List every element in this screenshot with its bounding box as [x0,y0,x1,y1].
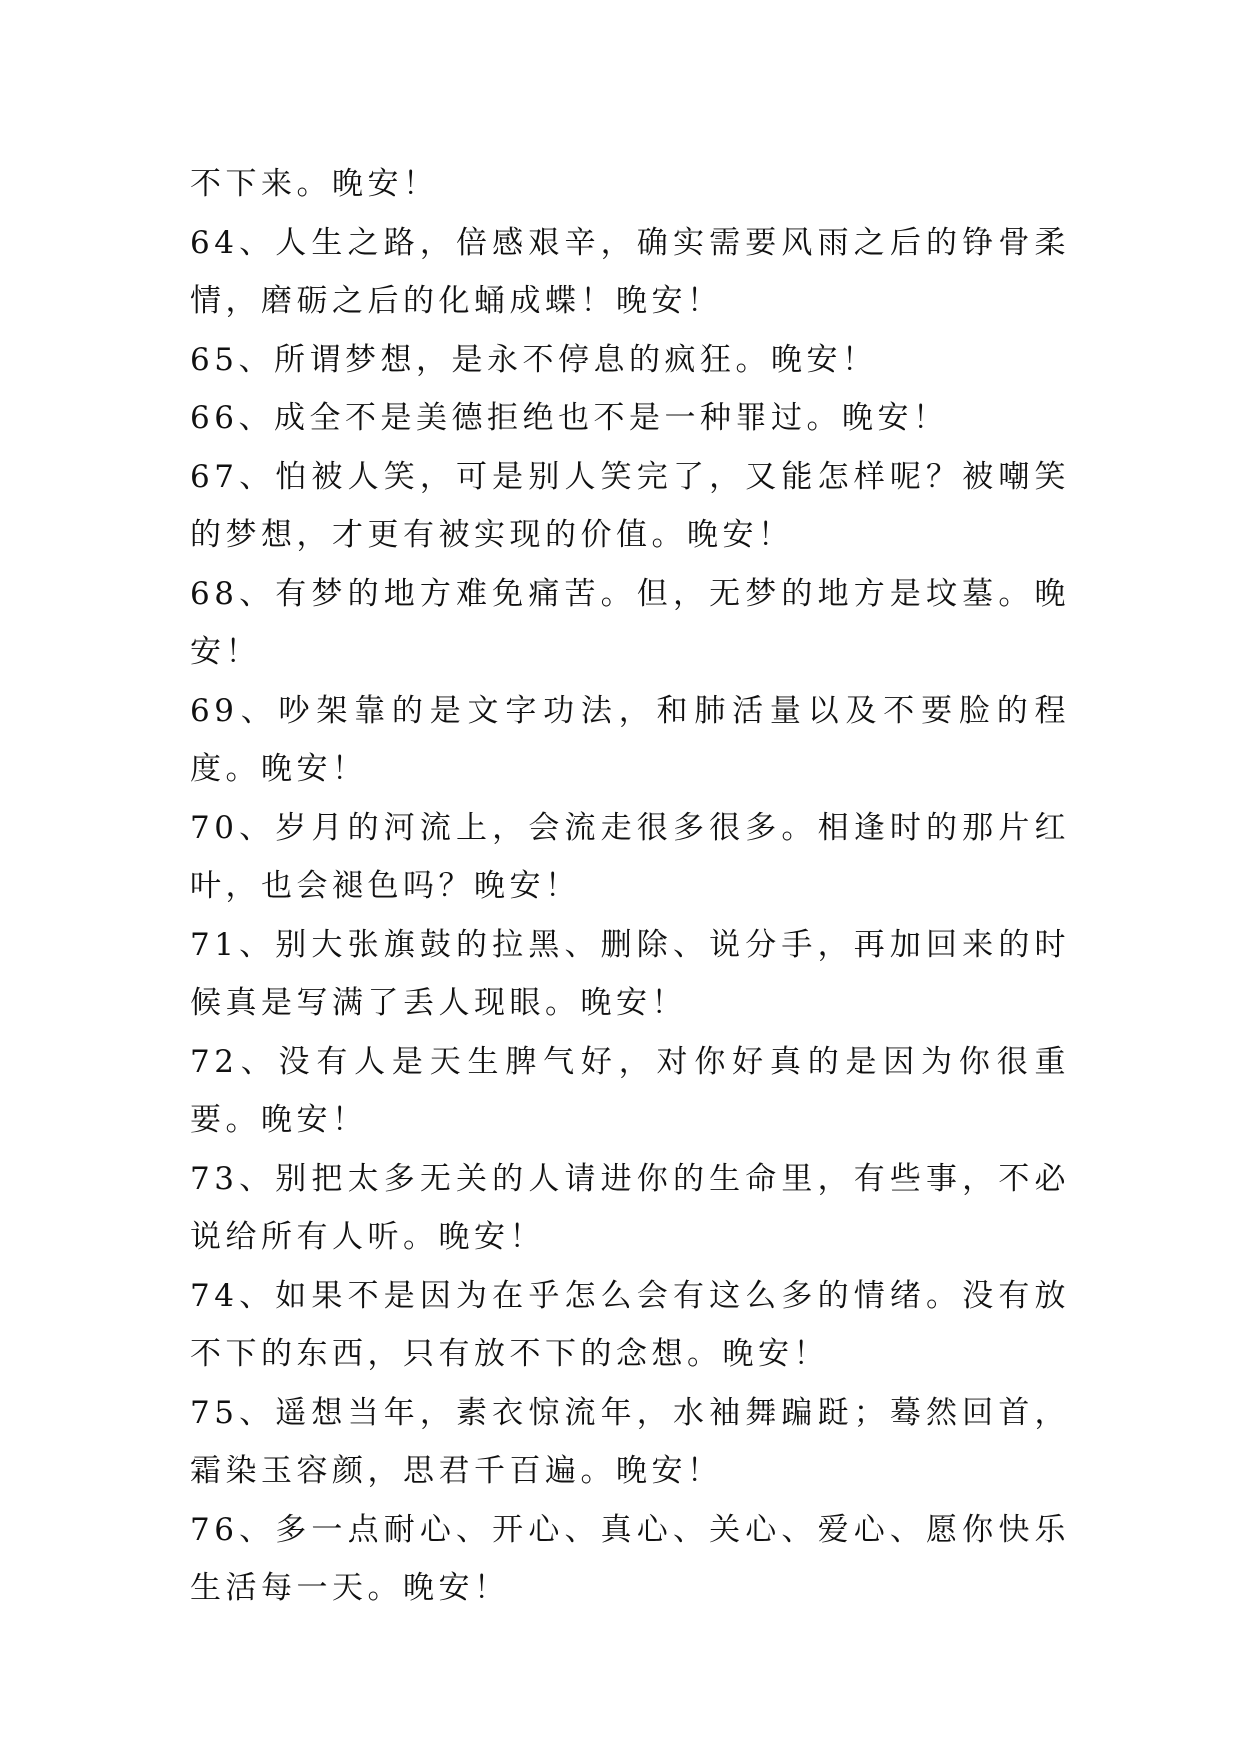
document-body [190,155,1070,1618]
paragraph-70: 70、岁月的河流上，会流走很多很多。相逢时的那片红叶，也会褪色吗？晚安！ [190,809,1070,904]
paragraph-74: 74、如果不是因为在乎怎么会有这么多的情绪。没有放不下的东西，只有放不下的念想。晚安！ [190,1277,1070,1372]
paragraph-68: 68、有梦的地方难免痛苦。但，无梦的地方是坟墓。晚安！ [190,575,1070,670]
paragraph-continuation: 不下来。晚安！ [190,166,439,202]
paragraph-69: 69、吵架靠的是文字功法，和肺活量以及不要脸的程度。晚安！ [190,692,1070,787]
paragraph-73: 73、别把太多无关的人请进你的生命里，有些事，不必说给所有人听。晚安！ [190,1160,1070,1255]
paragraph-71: 71、别大张旗鼓的拉黑、删除、说分手，再加回来的时候真是写满了丢人现眼。晚安！ [190,926,1070,1021]
paragraph-65: 65、所谓梦想，是永不停息的疯狂。晚安！ [190,341,878,378]
paragraph-75: 75、遥想当年，素衣惊流年，水袖舞蹁跹；蓦然回首，霜染玉容颜，思君千百遍。晚安！ [190,1394,1070,1489]
paragraph-67: 67、怕被人笑，可是别人笑完了，又能怎样呢？被嘲笑的梦想，才更有被实现的价值。晚安！ [190,458,1070,553]
paragraph-64: 64、人生之路，倍感艰辛，确实需要风雨之后的铮骨柔情，磨砺之后的化蛹成蝶！晚安！ [190,224,1070,319]
paragraph-66: 66、成全不是美德拒绝也不是一种罪过。晚安！ [190,400,949,436]
paragraph-72: 72、没有人是天生脾气好，对你好真的是因为你很重要。晚安！ [190,1043,1070,1138]
paragraph-76: 76、多一点耐心、开心、真心、关心、爱心、愿你快乐生活每一天。晚安！ [190,1511,1070,1606]
